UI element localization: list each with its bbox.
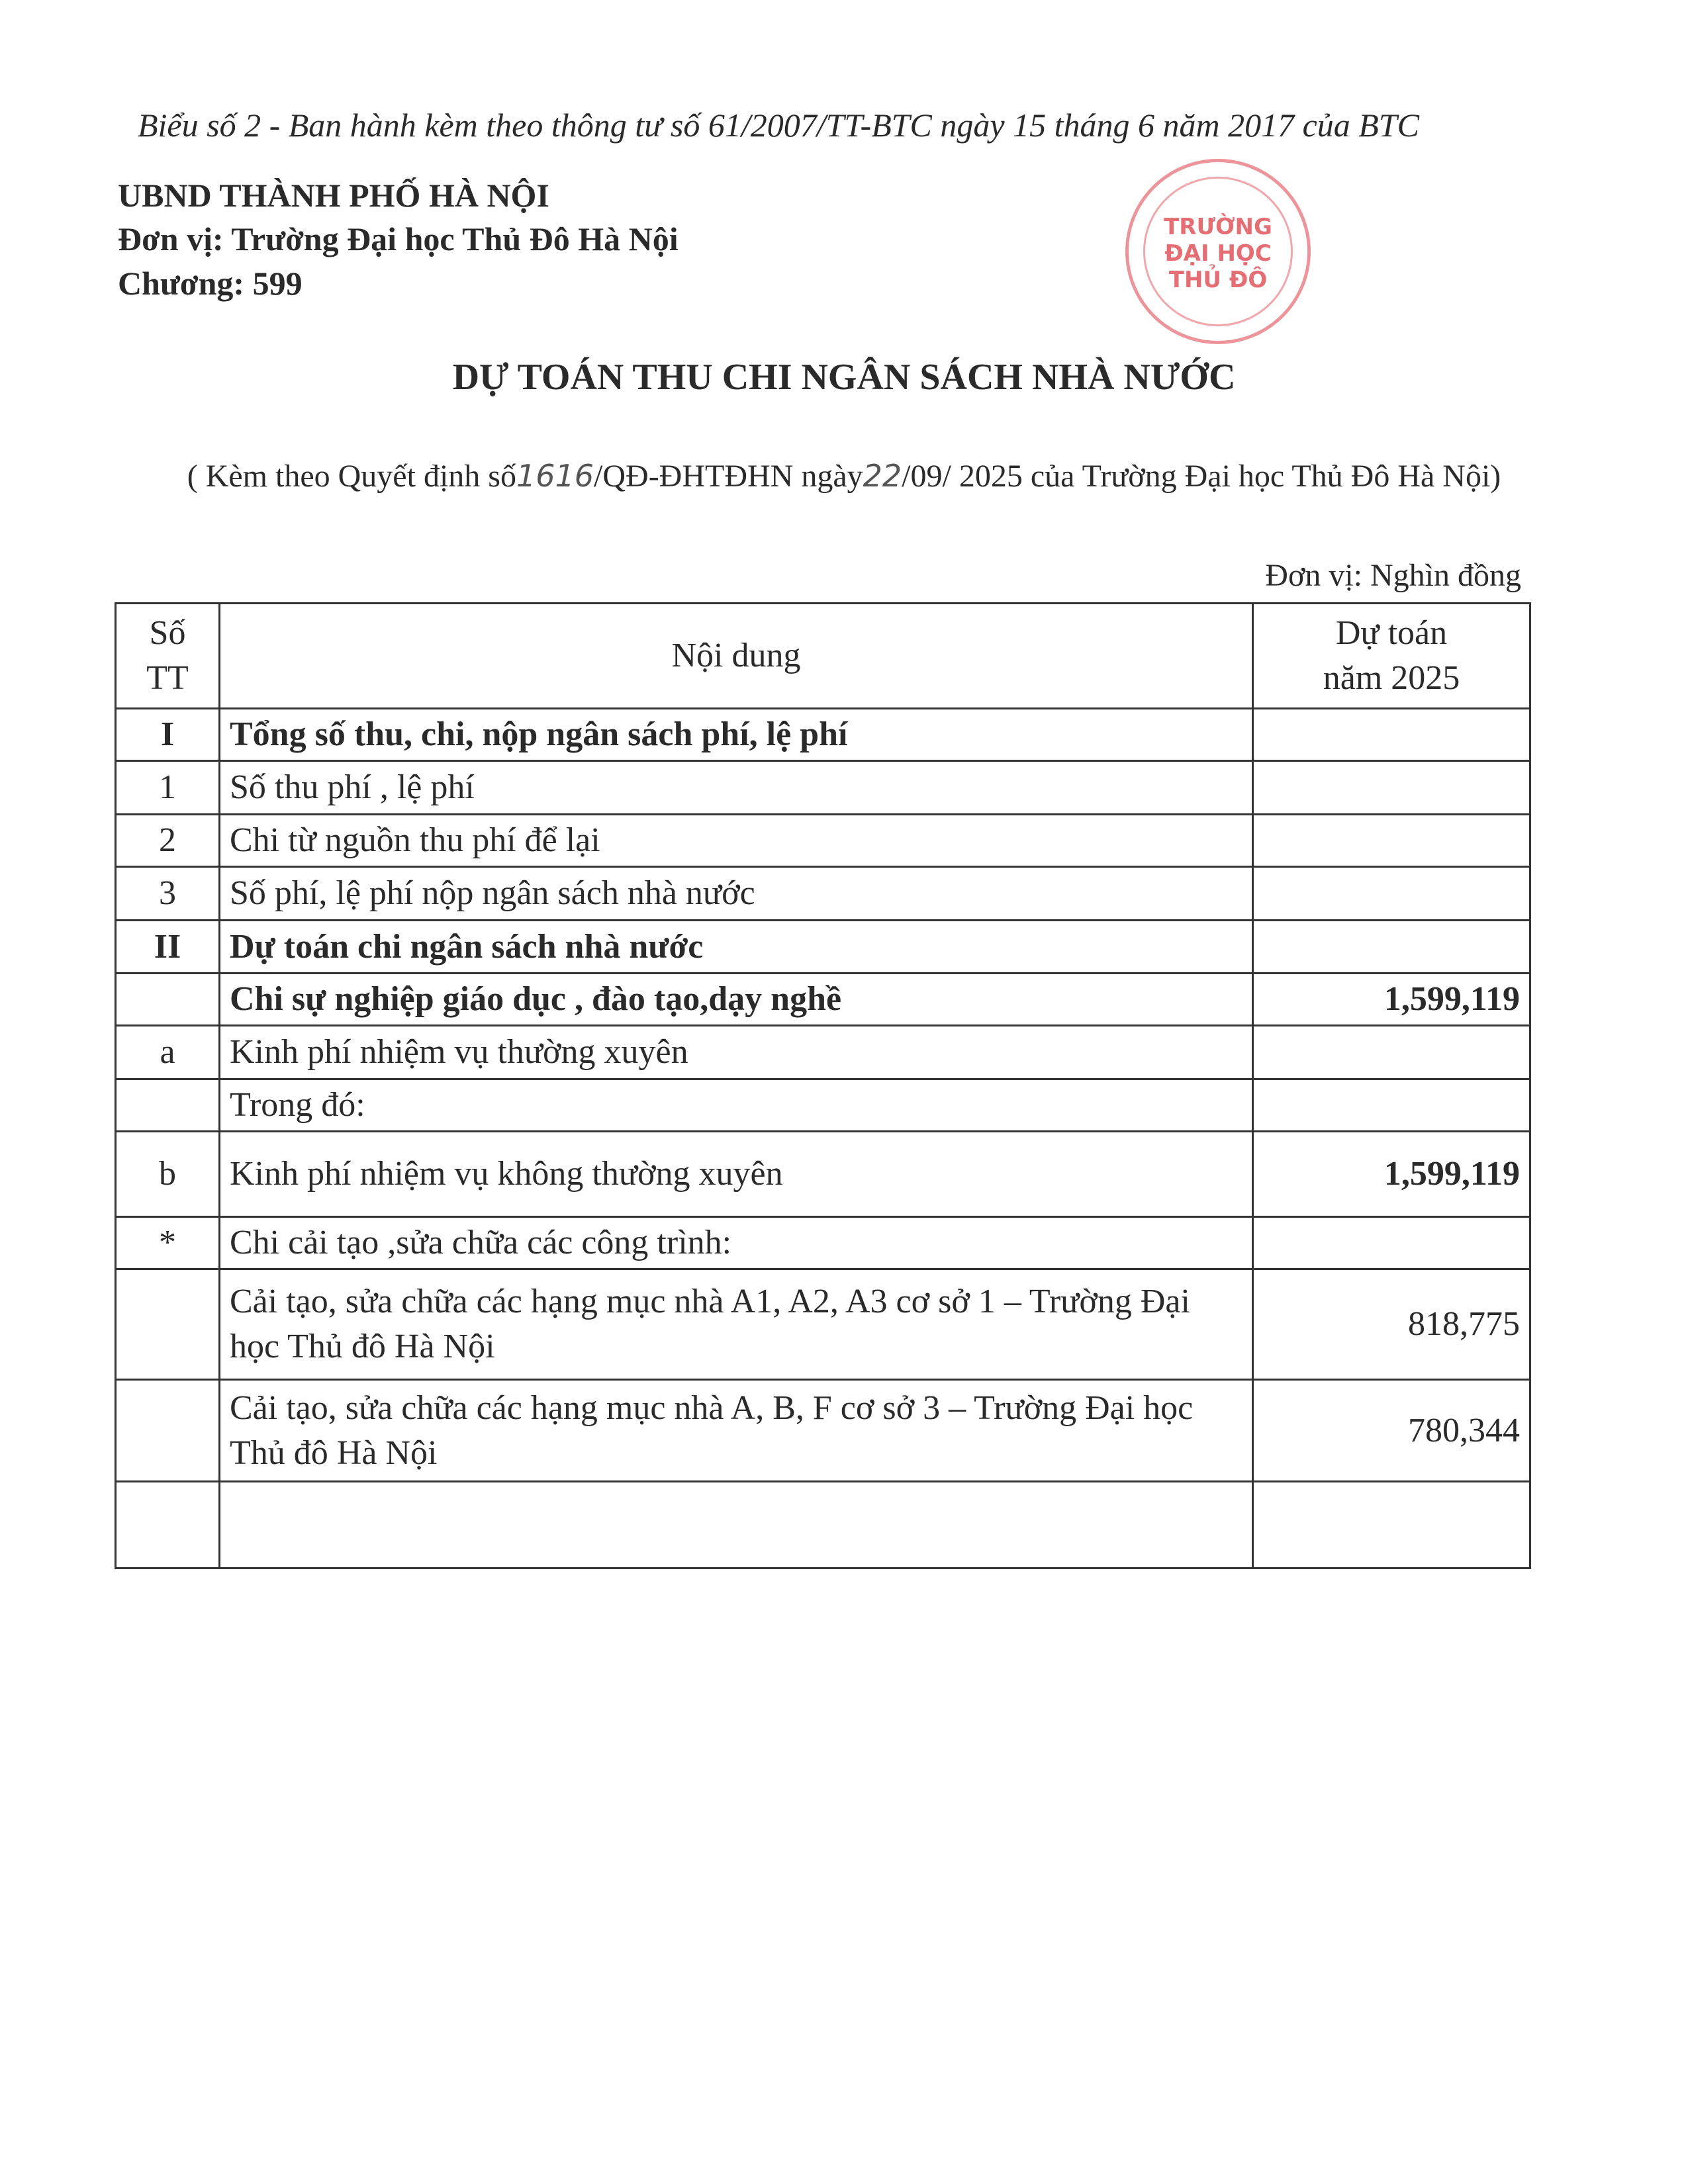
- table-row: [116, 1269, 1530, 1380]
- table-row: [116, 867, 1530, 921]
- row-content: Kinh phí nhiệm vụ không thường xuyên: [220, 1132, 1253, 1217]
- row-value: [1253, 709, 1530, 761]
- row-content: Tổng số thu, chi, nộp ngân sách phí, lệ phí: [220, 709, 1253, 761]
- row-value: 780,344: [1253, 1380, 1530, 1482]
- form-note: Biểu số 2 - Ban hành kèm theo thông tư số 61/2007/TT-BTC ngày 15 tháng 6 năm 2017 của BTC: [138, 107, 1419, 144]
- row-number: [116, 1079, 220, 1132]
- row-number: I: [116, 709, 220, 761]
- unit-name: Đơn vị: Trường Đại học Thủ Đô Hà Nội: [118, 220, 679, 257]
- row-number: 3: [116, 867, 220, 921]
- table-row: [116, 761, 1530, 815]
- row-number: a: [116, 1026, 220, 1079]
- row-number: 2: [116, 815, 220, 867]
- table-row: [116, 1079, 1530, 1132]
- header-budget: [1253, 604, 1530, 709]
- decision-number: 1616: [516, 458, 594, 494]
- decision-day: 22: [863, 458, 902, 494]
- row-content: Cải tạo, sửa chữa các hạng mục nhà A, B, F cơ sở 3 – Trường Đại học Thủ đô Hà Nội: [220, 1380, 1253, 1482]
- row-value: 818,775: [1253, 1269, 1530, 1380]
- subtitle-text: /09/ 2025 của Trường Đại học Thủ Đô Hà Nội): [902, 459, 1501, 494]
- row-content: Cải tạo, sửa chữa các hạng mục nhà A1, A2, A3 cơ sở 1 – Trường Đại học Thủ đô Hà Nội: [220, 1269, 1253, 1380]
- stamp-text: ĐẠI HỌC: [1164, 240, 1272, 267]
- table-row: [116, 709, 1530, 761]
- row-number: *: [116, 1217, 220, 1269]
- row-number: [116, 1482, 220, 1569]
- row-number: [116, 1269, 220, 1380]
- header-text: Số: [149, 614, 186, 653]
- header-text: Dự toán: [1335, 614, 1448, 653]
- row-content: Số thu phí , lệ phí: [220, 761, 1253, 815]
- row-content: Chi từ nguồn thu phí để lại: [220, 815, 1253, 867]
- stamp-text: TRƯỜNG: [1164, 214, 1272, 240]
- row-number: b: [116, 1132, 220, 1217]
- subtitle-text: /QĐ-ĐHTĐHN ngày: [594, 459, 863, 494]
- row-value: 1,599,119: [1253, 974, 1530, 1026]
- subtitle-text: ( Kèm theo Quyết định số: [187, 459, 516, 494]
- table-row: [116, 974, 1530, 1026]
- chapter: Chương: 599: [118, 265, 303, 302]
- row-content: Chi sự nghiệp giáo dục , đào tạo,dạy nghề: [220, 974, 1253, 1026]
- row-value: [1253, 867, 1530, 921]
- unit-note: Đơn vị: Nghìn đồng: [1265, 558, 1521, 593]
- row-number: II: [116, 921, 220, 974]
- row-number: 1: [116, 761, 220, 815]
- document-title: DỰ TOÁN THU CHI NGÂN SÁCH NHÀ NƯỚC: [452, 357, 1236, 398]
- table-row: [116, 1380, 1530, 1482]
- row-value: [1253, 815, 1530, 867]
- row-content: Trong đó:: [220, 1079, 1253, 1132]
- table-row: [116, 1026, 1530, 1079]
- row-value: [1253, 761, 1530, 815]
- row-value: [1253, 1026, 1530, 1079]
- header-content: Nội dung: [220, 604, 1253, 709]
- organization: UBND THÀNH PHỐ HÀ NỘI: [118, 177, 549, 214]
- table-row: [116, 1482, 1530, 1569]
- row-value: [1253, 1079, 1530, 1132]
- budget-table: [115, 602, 1531, 1569]
- document-subtitle: [0, 458, 1688, 494]
- table-row: [116, 921, 1530, 974]
- header-text: TT: [146, 659, 189, 697]
- table-row: [116, 1217, 1530, 1269]
- row-number: [116, 1380, 220, 1482]
- table-row: [116, 1132, 1530, 1217]
- row-number: [116, 974, 220, 1026]
- header-text: năm 2025: [1323, 659, 1460, 697]
- table-row: [116, 815, 1530, 867]
- row-value: 1,599,119: [1253, 1132, 1530, 1217]
- official-stamp: [1125, 159, 1311, 344]
- row-content: [220, 1482, 1253, 1569]
- row-value: [1253, 921, 1530, 974]
- row-content: Số phí, lệ phí nộp ngân sách nhà nước: [220, 867, 1253, 921]
- row-content: Dự toán chi ngân sách nhà nước: [220, 921, 1253, 974]
- stamp-text: THỦ ĐÔ: [1168, 267, 1268, 293]
- header-no: [116, 604, 220, 709]
- row-content: Chi cải tạo ,sửa chữa các công trình:: [220, 1217, 1253, 1269]
- row-value: [1253, 1217, 1530, 1269]
- row-value: [1253, 1482, 1530, 1569]
- table-header-row: [116, 604, 1530, 709]
- row-content: Kinh phí nhiệm vụ thường xuyên: [220, 1026, 1253, 1079]
